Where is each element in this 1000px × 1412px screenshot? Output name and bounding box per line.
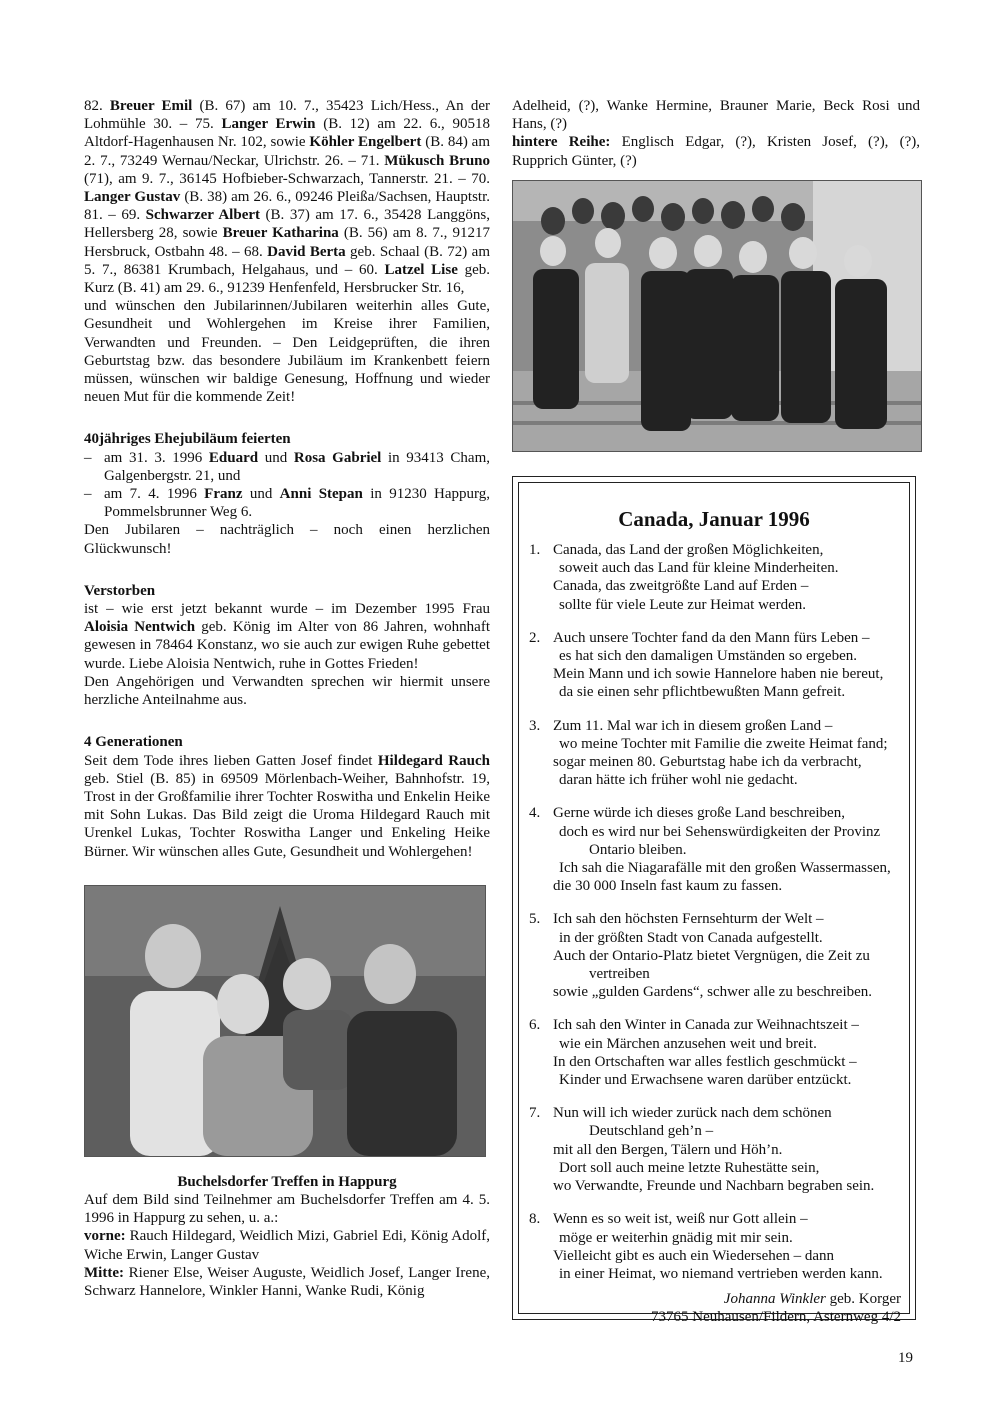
poem-line: doch es wird nur bei Sehenswürdigkeiten der Provinz <box>559 823 881 840</box>
left-column <box>84 97 490 1300</box>
poem-line: in einer Heimat, wo niemand vertrieben werden kann. <box>559 1265 883 1282</box>
poem-stanzas <box>529 541 901 1327</box>
poem-frame <box>518 482 910 1326</box>
stanza-number: 8. <box>529 1211 541 1228</box>
treffen-continued: Adelheid, (?), Wanke Hermine, Brauner Marie, Beck Rosi und Hans, (?) <box>512 98 920 133</box>
poem-line: Ich sah den Winter in Canada zur Weihnachtszeit – <box>553 1017 859 1034</box>
poem-author: Johanna Winkler <box>723 1291 826 1308</box>
poem-line: sogar meinen 80. Geburtstag habe ich da verbracht, <box>553 754 862 771</box>
poem-line: Canada, das Land der großen Möglichkeiten, <box>553 542 824 558</box>
generationen-heading: 4 Generationen <box>84 734 183 751</box>
right-column <box>512 97 920 452</box>
poem-line: mit all den Bergen, Tälern und Höh’n. <box>553 1141 783 1158</box>
birthday-closing: und wünschen den Jubilarinnen/Jubilaren weiterhin alles Gute, Gesundheit und Wohlergehen im Kreise ihrer Familien, Verwandten und Freunden. – Den Leidgeprüften, die ihren Geburtstag bzw. das besondere Jubiläum im Krankenbett feiern müssen, wünschen wir baldige Genesung, Hoffnung und wieder neuen Mut für die kommende Zeit! <box>84 298 490 406</box>
poem-line: In den Ortschaften war alles festlich geschmückt – <box>553 1053 857 1070</box>
poem-line: sollte für viele Leute zur Heimat werden. <box>559 596 806 613</box>
stanza-number: 7. <box>529 1105 541 1122</box>
stanza-number: 3. <box>529 717 541 734</box>
poem-line: da sie einen sehr pflichtbewußten Mann gefreit. <box>559 684 846 701</box>
page-number: 19 <box>898 1350 913 1366</box>
poem-line: Zum 11. Mal war ich in diesem großen Land – <box>553 717 833 734</box>
poem-stanza <box>529 1104 901 1195</box>
poem-line: wie ein Märchen anzusehen weit und breit. <box>559 1035 817 1052</box>
birthday-list: 82. Breuer Emil (B. 67) am 10. 7., 35423 Lich/Hess., An der Lohmühle 30. – 75. Langer Erwin (B. 12) am 22. 6., 90518 Altdorf-Hagenhausen Nr. 102, sowie Köhler Engelbert (B. 84) am 2. 7., 73249 Wernau/Neckar, Ulrichstr. 26. – 71. Mükusch Bruno (71), am 9. 7., 36145 Hofbieber-Schwarzach, Tannerstr. 21. – 70. Langer Gustav (B. 38) am 26. 6., 09246 Pleißa/Sachsen, Hauptstr. 81. – 69. Schwarzer Albert (B. 37) am 17. 6., 35428 Langgöns, Hellersberg 28, sowie Breuer Katharina (B. 56) am 8. 7., 91217 Hersbruck, Ostbahn 48. – 68. David Berta geb. Schaal (B. 72) am 5. 7., 86381 Krumbach, Helgahaus, und – 60. Latzel Lise geb. Kurz (B. 41) am 29. 6., 91239 Henfenfeld, Hersbrucker Str. 16, <box>84 98 491 297</box>
poem-stanza <box>529 910 901 1001</box>
poem-line: Gerne würde ich dieses große Land beschreiben, <box>553 805 845 822</box>
poem-line: daran hätte ich früher wohl nie gedacht. <box>559 772 798 789</box>
poem-stanza <box>529 1016 901 1089</box>
poem-line: Wenn es so weit ist, weiß nur Gott allein – <box>553 1211 808 1228</box>
poem-line: vertreiben <box>589 966 650 983</box>
poem-line: Vielleicht gibt es auch ein Wiedersehen – dann <box>553 1247 835 1264</box>
poem-line: Auch der Ontario-Platz bietet Vergnügen, die Zeit zu <box>553 947 870 964</box>
poem-line: Auch unsere Tochter fand da den Mann fürs Leben – <box>553 629 870 646</box>
ehejubilaeum-closing: Den Jubilaren – nachträglich – noch einen herzlichen Glückwunsch! <box>84 522 490 557</box>
poem-stanza <box>529 717 901 790</box>
treffen-mitte: Mitte: Riener Else, Weiser Auguste, Weidlich Josef, Langer Irene, Schwarz Hannelore, Winkler Hanni, Wanke Rudi, König <box>84 1264 490 1299</box>
list-item: – am 31. 3. 1996 Eduard und Rosa Gabriel in 93413 Cham, Galgenbergstr. 21, und <box>84 449 491 484</box>
stanza-number: 4. <box>529 805 541 822</box>
treffen-heading: Buchelsdorfer Treffen in Happurg <box>177 1173 397 1190</box>
poem-line: Kinder und Erwachsene waren darüber entzückt. <box>559 1072 852 1089</box>
poem-line: Deutschland geh’n – <box>589 1123 714 1140</box>
poem-line: sowie „gulden Gardens“, schwer alle zu beschreiben. <box>553 984 873 1001</box>
verstorben-closing: Den Angehörigen und Verwandten sprechen wir hiermit unsere herzliche Anteilnahme aus. <box>84 673 490 709</box>
poem-stanza <box>529 804 901 895</box>
poem-line: soweit auch das Land für kleine Minderheiten. <box>559 560 839 577</box>
poem-line: möge er weiterhin gnädig mit mir sein. <box>559 1229 793 1246</box>
stanza-number: 5. <box>529 911 541 928</box>
poem-line: es hat sich den damaligen Umständen so ergeben. <box>559 648 857 665</box>
family-photo <box>84 885 486 1157</box>
poem-title: Canada, Januar 1996 <box>618 507 810 531</box>
ehejubilaeum-list <box>84 449 490 522</box>
poem-line: Nun will ich wieder zurück nach dem schönen <box>553 1105 832 1122</box>
stanza-number: 6. <box>529 1017 541 1034</box>
stanza-number: 2. <box>529 629 541 646</box>
family-photo-image <box>85 886 485 1156</box>
poem-line: Ontario bleiben. <box>589 841 687 858</box>
poem-line: wo Verwandte, Freunde und Nachbarn begraben sein. <box>553 1178 875 1195</box>
group-photo-image <box>513 181 921 451</box>
poem-stanza <box>529 1210 901 1283</box>
generationen-text: Seit dem Tode ihres lieben Gatten Josef findet Hildegard Rauch geb. Stiel (B. 85) in 69509 Mörlenbach-Weiher, Bahnhofstr. 19, Trost in der Großfamilie ihrer Tochter Roswitha und Enkelin Heike mit Sohn Lukas. Das Bild zeigt die Uroma Hildegard Rauch mit Urenkel Lukas, Tochter Roswitha Langer und Enkeling Heike Bürner. Wir wünschen alles Gute, Gesundheit und Wohlergehen! <box>84 752 490 860</box>
ehejubilaeum-heading: 40jähriges Ehejubiläum feierten <box>84 431 291 448</box>
treffen-hintere: hintere Reihe: Englisch Edgar, (?), Kristen Josef, (?), (?), Rupprich Günter, (?) <box>512 134 921 169</box>
stanza-number: 1. <box>529 542 541 558</box>
poem-address: 73765 Neuhausen/Fildern, Asternweg 4/2 <box>651 1309 901 1326</box>
poem-line: Canada, das zweitgrößte Land auf Erden – <box>553 578 809 595</box>
poem-line: die 30 000 Inseln fast kaum zu fassen. <box>553 878 783 895</box>
group-photo <box>512 180 922 452</box>
verstorben-text: ist – wie erst jetzt bekannt wurde – im Dezember 1995 Frau Aloisia Nentwich geb. König im Alter von 86 Jahren, wohnhaft gewesen in 78464 Konstanz, wo sie auch zur ewigen Ruhe gebettet wurde. Liebe Aloisia Nentwich, ruhe in Gottes Frieden! <box>84 601 490 672</box>
list-item: – am 7. 4. 1996 Franz und Anni Stepan in 91230 Happurg, Pommelsbrunner Weg 6. <box>84 486 491 521</box>
verstorben-heading: Verstorben <box>84 582 156 599</box>
poem-line: Ich sah die Niagarafälle mit den großen Wassermassen, <box>559 860 891 877</box>
poem-line: Ich sah den höchsten Fernsehturm der Welt – <box>553 911 824 928</box>
poem-line: wo meine Tochter mit Familie die zweite Heimat fand; <box>559 735 888 752</box>
poem-line: Dort soll auch meine letzte Ruhestätte sein, <box>559 1159 820 1176</box>
poem-stanza <box>529 541 901 614</box>
treffen-intro: Auf dem Bild sind Teilnehmer am Buchelsdorfer Treffen am 4. 5. 1996 in Happurg zu sehen, u. a.: <box>84 1191 490 1227</box>
poem-box <box>512 476 916 1326</box>
poem-line: Mein Mann und ich sowie Hannelore haben nie bereut, <box>553 666 884 683</box>
poem-line: in der größten Stadt von Canada aufgestellt. <box>559 929 823 946</box>
poem-signature: Johanna Winkler geb. Korger 73765 Neuhausen/Fildern, Asternweg 4/2 <box>651 1291 901 1326</box>
treffen-vorne: vorne: Rauch Hildegard, Weidlich Mizi, Gabriel Edi, König Adolf, Wiche Erwin, Langer Gustav <box>84 1228 490 1263</box>
poem-stanza <box>529 629 901 702</box>
